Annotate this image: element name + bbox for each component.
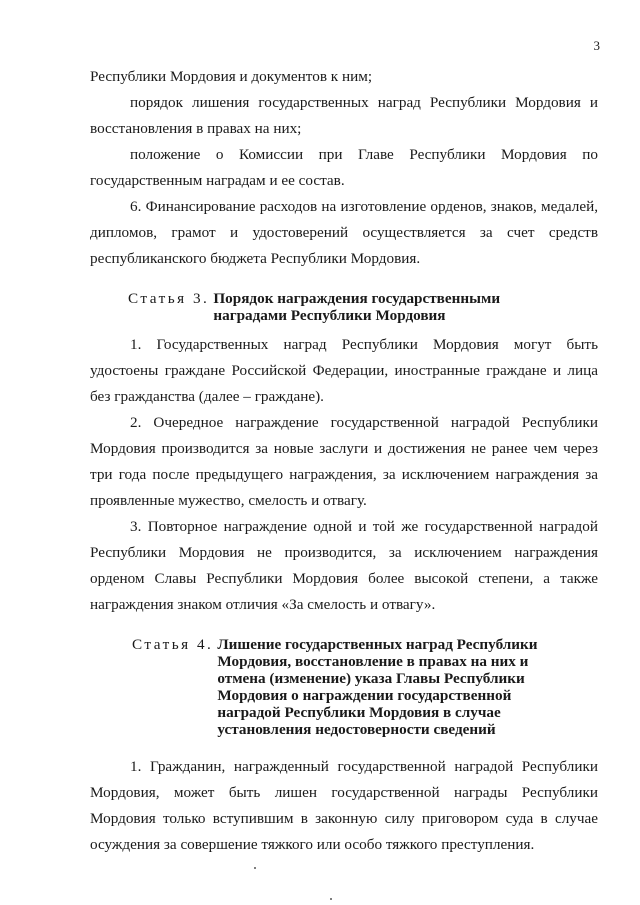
paragraph-commission-regulation: положение о Комиссии при Главе Республики Мордовия по государственным наградам и ее состав.: [90, 146, 598, 189]
article-4-heading: [90, 636, 598, 738]
article-3-title: Порядок награждения государственными наградами Республики Мордовия: [213, 290, 501, 324]
page-number: 3: [593, 38, 600, 53]
article-3-paragraph-1: 1. Государственных наград Республики Мордовия могут быть удостоены граждане Российской Федерации, иностранные граждане и лица без гражданства (далее – граждане).: [90, 336, 598, 405]
article-4-paragraph-1: 1. Гражданин, награжденный государственной наградой Республики Мордовия, может быть лишен государственной награды Республики Мордовия только вступившим в законную силу приговором суда в случае осуждения за совершение тяжкого или особо тяжкого преступления.: [90, 758, 598, 853]
scan-speck: [254, 867, 256, 869]
scan-speck: [330, 898, 332, 900]
paragraph-financing: 6. Финансирование расходов на изготовление орденов, знаков, медалей, дипломов, грамот и удостоверений осуществляется за счет средств республиканского бюджета Республики Мордовия.: [90, 198, 598, 267]
article-3-paragraph-3: 3. Повторное награждение одной и той же государственной наградой Республики Мордовия не производится, за исключением награждения орденом Славы Республики Мордовия более высокой степени, а также награждения знаком отличия «За смелость и отвагу».: [90, 518, 598, 613]
article-4-label: Статья 4.: [132, 636, 214, 653]
document-body: [90, 64, 598, 858]
paragraph-deprivation-procedure: порядок лишения государственных наград Республики Мордовия и восстановления в правах на них;: [90, 94, 598, 137]
article-3-heading: [90, 290, 598, 324]
article-4-title: Лишение государственных наград Республики Мордовия, восстановление в правах на них и отмена (изменение) указа Главы Республики Мордовия о награждении государственной наградой Республики Мордовия в случае установления недостоверности сведений: [217, 636, 538, 738]
paragraph-continuation: Республики Мордовия и документов к ним;: [90, 68, 373, 85]
article-3-label: Статья 3.: [128, 290, 210, 307]
article-3-paragraph-2: 2. Очередное награждение государственной наградой Республики Мордовия производится за новые заслуги и достижения не ранее чем через три года после предыдущего награждения, за исключением награждения за проявленные мужество, смелость и отвагу.: [90, 414, 598, 509]
